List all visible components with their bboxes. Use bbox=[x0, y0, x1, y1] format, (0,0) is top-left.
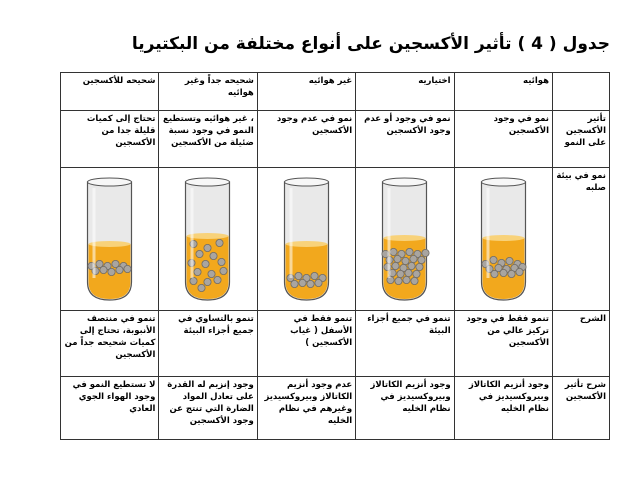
bacteria-colony bbox=[403, 276, 410, 283]
header-cell-facultative: اختياريه bbox=[356, 73, 454, 111]
explanation-cell-microaerophilic: تنمو في منتصف الأنبوبة، تحتاج إلى كميات شحيحه جداً من الأكسجين bbox=[61, 311, 159, 377]
header-cell-aerotolerant: شحيحه جداً وغير هوائيه bbox=[159, 73, 257, 111]
bacteria-colony bbox=[506, 257, 513, 264]
bacteria-colony bbox=[516, 268, 523, 275]
tube-cell-aerobic bbox=[454, 168, 552, 311]
row-label-oxygen-explanation: شرح تأثير الأكسجين bbox=[553, 377, 610, 440]
bacteria-colony bbox=[392, 262, 399, 269]
bacteria-colony bbox=[416, 263, 423, 270]
header-cell-label bbox=[553, 73, 610, 111]
page-title: جدول ( 4 ) تأثير الأكسجين على أنواع مختلفة من البكتيريا bbox=[131, 34, 610, 54]
test-tube-facultative bbox=[356, 168, 453, 306]
table-header-row bbox=[61, 73, 610, 111]
bacteria-colony bbox=[413, 270, 420, 277]
bacteria-colony bbox=[410, 255, 417, 262]
test-tube-microaerophilic bbox=[61, 168, 158, 306]
bacteria-colony bbox=[406, 248, 413, 255]
bacteria-colony bbox=[397, 270, 404, 277]
effect-cell-facultative: نمو في وجود أو عدم وجود الأكسجين bbox=[356, 111, 454, 168]
bacteria-colony bbox=[214, 276, 221, 283]
bacteria-colony bbox=[395, 277, 402, 284]
bacteria-colony bbox=[307, 280, 314, 287]
header-cell-aerobic: هوائيه bbox=[454, 73, 552, 111]
tube-cell-microaerophilic bbox=[61, 168, 159, 311]
tube-highlight bbox=[289, 188, 292, 278]
test-tube-anaerobic bbox=[258, 168, 355, 306]
tube-cell-aerotolerant bbox=[159, 168, 257, 311]
effect-cell-aerotolerant: ، غير هوائيه وتستطيع النمو في وجود نسبة ضئيلة من الأكسجين bbox=[159, 111, 257, 168]
table-row-tubes bbox=[61, 168, 610, 311]
row-label-effect: تأثير الأكسجين على النمو bbox=[553, 111, 610, 168]
tube-rim bbox=[481, 178, 525, 186]
oxygen-explanation-cell-anaerobic: عدم وجود أنزيم الكاتالاز وبيروكسيديز وغيرهم في نظام الخليه bbox=[257, 377, 355, 440]
bacteria-colony bbox=[190, 277, 197, 284]
tube-rim bbox=[186, 178, 230, 186]
effect-cell-microaerophilic: تحتاج إلى كميات قليلة جدا من الأكسجين bbox=[61, 111, 159, 168]
bacteria-colony bbox=[210, 252, 217, 259]
tube-rim bbox=[383, 178, 427, 186]
bacteria-colony bbox=[508, 270, 515, 277]
bacteria-colony bbox=[204, 278, 211, 285]
explanation-cell-facultative: تنمو في جميع أجزاء البيئة bbox=[356, 311, 454, 377]
effect-cell-aerobic: نمو في وجود الأكسجين bbox=[454, 111, 552, 168]
effect-cell-anaerobic: نمو في عدم وجود الأكسجين bbox=[257, 111, 355, 168]
bacteria-colony bbox=[204, 244, 211, 251]
bacteria-colony bbox=[108, 268, 115, 275]
bacteria-colony bbox=[202, 260, 209, 267]
oxygen-explanation-cell-aerotolerant: وجود إنزيم له القدرة على تعادل المواد الضارة التي تنتج عن وجود الأكسجين bbox=[159, 377, 257, 440]
explanation-cell-aerobic: تنمو فقط في وجود تركيز عالي من الأكسجين bbox=[454, 311, 552, 377]
bacteria-colony bbox=[220, 267, 227, 274]
bacteria-colony bbox=[116, 266, 123, 273]
bacteria-colony bbox=[491, 270, 498, 277]
table-row-effect bbox=[61, 111, 610, 168]
bacteria-colony bbox=[411, 277, 418, 284]
bacteria-colony bbox=[418, 256, 425, 263]
oxygen-effect-table bbox=[60, 72, 610, 440]
bacteria-colony bbox=[100, 266, 107, 273]
bacteria-colony bbox=[408, 262, 415, 269]
bacteria-colony bbox=[208, 270, 215, 277]
test-tube-aerotolerant bbox=[159, 168, 256, 306]
oxygen-explanation-cell-facultative: وجود أنزيم الكاتالاز وبيروكسيديز في نظام الخليه bbox=[356, 377, 454, 440]
tube-cell-anaerobic bbox=[257, 168, 355, 311]
tube-highlight bbox=[486, 188, 489, 278]
explanation-cell-anaerobic: تنمو فقط في الأسفل ( غياب الأكسجين ) bbox=[257, 311, 355, 377]
row-label-explanation: الشرح bbox=[553, 311, 610, 377]
bacteria-colony bbox=[390, 248, 397, 255]
table-row-oxygen-explanation bbox=[61, 377, 610, 440]
tube-highlight bbox=[93, 188, 96, 278]
bacteria-colony bbox=[295, 272, 302, 279]
table-row-explanation bbox=[61, 311, 610, 377]
explanation-cell-aerotolerant: تنمو بالتساوي في جميع أجزاء البيئة bbox=[159, 311, 257, 377]
bacteria-colony bbox=[500, 269, 507, 276]
oxygen-explanation-cell-microaerophilic: لا تستطيع النمو في وجود الهواء الجوي العادي bbox=[61, 377, 159, 440]
header-cell-microaerophilic: شحيحه للأكسجين bbox=[61, 73, 159, 111]
tube-rim bbox=[88, 178, 132, 186]
tube-rim bbox=[284, 178, 328, 186]
bacteria-colony bbox=[490, 256, 497, 263]
bacteria-colony bbox=[311, 272, 318, 279]
tube-cell-facultative bbox=[356, 168, 454, 311]
bacteria-colony bbox=[315, 279, 322, 286]
bacteria-colony bbox=[405, 269, 412, 276]
header-cell-anaerobic: غير هوائيه bbox=[257, 73, 355, 111]
test-tube-aerobic bbox=[455, 168, 552, 306]
bacteria-colony bbox=[196, 250, 203, 257]
bacteria-colony bbox=[299, 279, 306, 286]
bacteria-colony bbox=[198, 284, 205, 291]
bacteria-colony bbox=[194, 268, 201, 275]
bacteria-colony bbox=[218, 258, 225, 265]
bacteria-colony bbox=[124, 265, 131, 272]
bacteria-colony bbox=[291, 280, 298, 287]
bacteria-colony bbox=[216, 239, 223, 246]
bacteria-colony bbox=[402, 257, 409, 264]
bacteria-colony bbox=[394, 255, 401, 262]
row-label-tubes: نمو في بيئة صلبه bbox=[553, 168, 610, 311]
tube-highlight bbox=[191, 188, 194, 278]
tube-highlight bbox=[388, 188, 391, 278]
oxygen-explanation-cell-aerobic: وجود أنزيم الكاتالاز وبيروكسيديز في نظام الخليه bbox=[454, 377, 552, 440]
bacteria-colony bbox=[422, 249, 429, 256]
